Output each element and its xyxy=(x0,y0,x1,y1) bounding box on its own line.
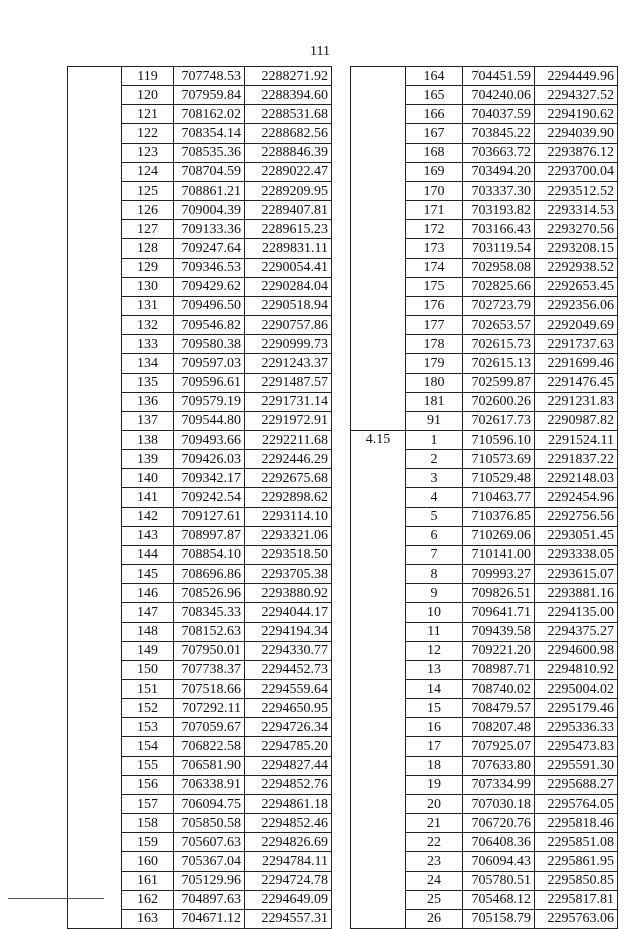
y-coordinate: 2295763.06 xyxy=(535,909,618,928)
y-coordinate: 2295473.83 xyxy=(535,737,618,756)
section-label xyxy=(68,67,122,929)
point-number: 143 xyxy=(122,526,174,545)
x-coordinate: 706338.91 xyxy=(174,775,245,794)
y-coordinate: 2291731.14 xyxy=(245,392,332,411)
point-number: 147 xyxy=(122,603,174,622)
point-number: 152 xyxy=(122,699,174,718)
y-coordinate: 2294785.20 xyxy=(245,737,332,756)
section-label xyxy=(351,67,406,431)
point-number: 14 xyxy=(406,680,463,699)
y-coordinate: 2293518.50 xyxy=(245,545,332,564)
point-number: 160 xyxy=(122,852,174,871)
point-number: 167 xyxy=(406,124,463,143)
point-number: 91 xyxy=(406,411,463,430)
x-coordinate: 709597.03 xyxy=(174,354,245,373)
point-number: 140 xyxy=(122,469,174,488)
x-coordinate: 708987.71 xyxy=(463,660,535,679)
x-coordinate: 709496.50 xyxy=(174,296,245,315)
point-number: 168 xyxy=(406,143,463,162)
point-number: 125 xyxy=(122,181,174,200)
y-coordinate: 2295851.08 xyxy=(535,833,618,852)
x-coordinate: 710596.10 xyxy=(463,430,535,449)
x-coordinate: 702600.26 xyxy=(463,392,535,411)
y-coordinate: 2295336.33 xyxy=(535,718,618,737)
x-coordinate: 708526.96 xyxy=(174,584,245,603)
point-number: 174 xyxy=(406,258,463,277)
x-coordinate: 703337.30 xyxy=(463,181,535,200)
y-coordinate: 2292446.29 xyxy=(245,450,332,469)
table-row xyxy=(68,67,332,86)
point-number: 17 xyxy=(406,737,463,756)
point-number: 148 xyxy=(122,622,174,641)
point-number: 141 xyxy=(122,488,174,507)
y-coordinate: 2294826.69 xyxy=(245,833,332,852)
x-coordinate: 704451.59 xyxy=(463,67,535,86)
point-number: 145 xyxy=(122,565,174,584)
y-coordinate: 2293051.45 xyxy=(535,526,618,545)
y-coordinate: 2294039.90 xyxy=(535,124,618,143)
point-number: 173 xyxy=(406,239,463,258)
point-number: 157 xyxy=(122,794,174,813)
point-number: 15 xyxy=(406,699,463,718)
y-coordinate: 2291972.91 xyxy=(245,411,332,430)
y-coordinate: 2290518.94 xyxy=(245,296,332,315)
x-coordinate: 709242.54 xyxy=(174,488,245,507)
x-coordinate: 708345.33 xyxy=(174,603,245,622)
point-number: 171 xyxy=(406,201,463,220)
y-coordinate: 2294649.09 xyxy=(245,890,332,909)
y-coordinate: 2292356.06 xyxy=(535,296,618,315)
x-coordinate: 706581.90 xyxy=(174,756,245,775)
x-coordinate: 709579.19 xyxy=(174,392,245,411)
y-coordinate: 2293208.15 xyxy=(535,239,618,258)
x-coordinate: 703494.20 xyxy=(463,162,535,181)
point-number: 161 xyxy=(122,871,174,890)
y-coordinate: 2292653.45 xyxy=(535,277,618,296)
y-coordinate: 2292938.52 xyxy=(535,258,618,277)
y-coordinate: 2294784.11 xyxy=(245,852,332,871)
point-number: 138 xyxy=(122,430,174,449)
y-coordinate: 2294600.98 xyxy=(535,641,618,660)
point-number: 16 xyxy=(406,718,463,737)
x-coordinate: 704037.59 xyxy=(463,105,535,124)
y-coordinate: 2295688.27 xyxy=(535,775,618,794)
point-number: 136 xyxy=(122,392,174,411)
point-number: 26 xyxy=(406,909,463,928)
y-coordinate: 2293705.38 xyxy=(245,565,332,584)
y-coordinate: 2294330.77 xyxy=(245,641,332,660)
y-coordinate: 2294559.64 xyxy=(245,680,332,699)
point-number: 134 xyxy=(122,354,174,373)
y-coordinate: 2289615.23 xyxy=(245,220,332,239)
point-number: 177 xyxy=(406,316,463,335)
y-coordinate: 2293314.53 xyxy=(535,201,618,220)
y-coordinate: 2288682.56 xyxy=(245,124,332,143)
x-coordinate: 706822.58 xyxy=(174,737,245,756)
y-coordinate: 2290054.41 xyxy=(245,258,332,277)
x-coordinate: 703193.82 xyxy=(463,201,535,220)
point-number: 124 xyxy=(122,162,174,181)
y-coordinate: 2289831.11 xyxy=(245,239,332,258)
y-coordinate: 2295817.81 xyxy=(535,890,618,909)
y-coordinate: 2293270.56 xyxy=(535,220,618,239)
x-coordinate: 709221.20 xyxy=(463,641,535,660)
y-coordinate: 2291699.46 xyxy=(535,354,618,373)
point-number: 163 xyxy=(122,909,174,928)
x-coordinate: 709493.66 xyxy=(174,430,245,449)
point-number: 129 xyxy=(122,258,174,277)
y-coordinate: 2290987.82 xyxy=(535,411,618,430)
x-coordinate: 709004.39 xyxy=(174,201,245,220)
y-coordinate: 2294810.92 xyxy=(535,660,618,679)
y-coordinate: 2289209.95 xyxy=(245,181,332,200)
x-coordinate: 706408.36 xyxy=(463,833,535,852)
y-coordinate: 2288846.39 xyxy=(245,143,332,162)
y-coordinate: 2294194.34 xyxy=(245,622,332,641)
y-coordinate: 2292148.03 xyxy=(535,469,618,488)
y-coordinate: 2294852.76 xyxy=(245,775,332,794)
point-number: 127 xyxy=(122,220,174,239)
x-coordinate: 703845.22 xyxy=(463,124,535,143)
x-coordinate: 703166.43 xyxy=(463,220,535,239)
x-coordinate: 710141.00 xyxy=(463,545,535,564)
point-number: 154 xyxy=(122,737,174,756)
point-number: 155 xyxy=(122,756,174,775)
x-coordinate: 710376.85 xyxy=(463,507,535,526)
point-number: 153 xyxy=(122,718,174,737)
x-coordinate: 707292.11 xyxy=(174,699,245,718)
x-coordinate: 702617.73 xyxy=(463,411,535,430)
y-coordinate: 2294557.31 xyxy=(245,909,332,928)
y-coordinate: 2288271.92 xyxy=(245,67,332,86)
point-number: 151 xyxy=(122,680,174,699)
x-coordinate: 707738.37 xyxy=(174,660,245,679)
x-coordinate: 709546.82 xyxy=(174,316,245,335)
y-coordinate: 2294375.27 xyxy=(535,622,618,641)
y-coordinate: 2295591.30 xyxy=(535,756,618,775)
x-coordinate: 705607.63 xyxy=(174,833,245,852)
x-coordinate: 709247.64 xyxy=(174,239,245,258)
y-coordinate: 2295764.05 xyxy=(535,794,618,813)
section-label: 4.15 xyxy=(351,430,406,928)
point-number: 170 xyxy=(406,181,463,200)
x-coordinate: 708696.86 xyxy=(174,565,245,584)
x-coordinate: 709544.80 xyxy=(174,411,245,430)
y-coordinate: 2293338.05 xyxy=(535,545,618,564)
y-coordinate: 2294190.62 xyxy=(535,105,618,124)
x-coordinate: 708997.87 xyxy=(174,526,245,545)
point-number: 25 xyxy=(406,890,463,909)
point-number: 8 xyxy=(406,565,463,584)
point-number: 139 xyxy=(122,450,174,469)
x-coordinate: 707959.84 xyxy=(174,86,245,105)
point-number: 12 xyxy=(406,641,463,660)
x-coordinate: 709346.53 xyxy=(174,258,245,277)
y-coordinate: 2292756.56 xyxy=(535,507,618,526)
x-coordinate: 705850.58 xyxy=(174,814,245,833)
point-number: 172 xyxy=(406,220,463,239)
point-number: 11 xyxy=(406,622,463,641)
y-coordinate: 2293880.92 xyxy=(245,584,332,603)
y-coordinate: 2288394.60 xyxy=(245,86,332,105)
point-number: 3 xyxy=(406,469,463,488)
y-coordinate: 2288531.68 xyxy=(245,105,332,124)
y-coordinate: 2294827.44 xyxy=(245,756,332,775)
y-coordinate: 2295818.46 xyxy=(535,814,618,833)
y-coordinate: 2294861.18 xyxy=(245,794,332,813)
point-number: 23 xyxy=(406,852,463,871)
x-coordinate: 702958.08 xyxy=(463,258,535,277)
point-number: 178 xyxy=(406,335,463,354)
x-coordinate: 706720.76 xyxy=(463,814,535,833)
y-coordinate: 2294449.96 xyxy=(535,67,618,86)
x-coordinate: 709342.17 xyxy=(174,469,245,488)
point-number: 24 xyxy=(406,871,463,890)
x-coordinate: 707748.53 xyxy=(174,67,245,86)
point-number: 166 xyxy=(406,105,463,124)
y-coordinate: 2295850.85 xyxy=(535,871,618,890)
point-number: 119 xyxy=(122,67,174,86)
x-coordinate: 709580.38 xyxy=(174,335,245,354)
y-coordinate: 2293881.16 xyxy=(535,584,618,603)
point-number: 131 xyxy=(122,296,174,315)
x-coordinate: 708704.59 xyxy=(174,162,245,181)
y-coordinate: 2294327.52 xyxy=(535,86,618,105)
point-number: 9 xyxy=(406,584,463,603)
point-number: 146 xyxy=(122,584,174,603)
x-coordinate: 703663.72 xyxy=(463,143,535,162)
point-number: 165 xyxy=(406,86,463,105)
x-coordinate: 702615.13 xyxy=(463,354,535,373)
point-number: 132 xyxy=(122,316,174,335)
point-number: 123 xyxy=(122,143,174,162)
point-number: 19 xyxy=(406,775,463,794)
y-coordinate: 2295861.95 xyxy=(535,852,618,871)
x-coordinate: 702825.66 xyxy=(463,277,535,296)
point-number: 169 xyxy=(406,162,463,181)
x-coordinate: 709133.36 xyxy=(174,220,245,239)
point-number: 5 xyxy=(406,507,463,526)
point-number: 20 xyxy=(406,794,463,813)
x-coordinate: 707518.66 xyxy=(174,680,245,699)
y-coordinate: 2293114.10 xyxy=(245,507,332,526)
x-coordinate: 708740.02 xyxy=(463,680,535,699)
x-coordinate: 702599.87 xyxy=(463,373,535,392)
y-coordinate: 2290999.73 xyxy=(245,335,332,354)
y-coordinate: 2292675.68 xyxy=(245,469,332,488)
x-coordinate: 704671.12 xyxy=(174,909,245,928)
point-number: 121 xyxy=(122,105,174,124)
point-number: 128 xyxy=(122,239,174,258)
y-coordinate: 2293512.52 xyxy=(535,181,618,200)
x-coordinate: 710463.77 xyxy=(463,488,535,507)
x-coordinate: 709596.61 xyxy=(174,373,245,392)
x-coordinate: 709826.51 xyxy=(463,584,535,603)
y-coordinate: 2291837.22 xyxy=(535,450,618,469)
point-number: 2 xyxy=(406,450,463,469)
x-coordinate: 710269.06 xyxy=(463,526,535,545)
y-coordinate: 2291737.63 xyxy=(535,335,618,354)
point-number: 7 xyxy=(406,545,463,564)
point-number: 164 xyxy=(406,67,463,86)
y-coordinate: 2292211.68 xyxy=(245,430,332,449)
point-number: 144 xyxy=(122,545,174,564)
point-number: 120 xyxy=(122,86,174,105)
table-row xyxy=(351,430,618,449)
y-coordinate: 2293876.12 xyxy=(535,143,618,162)
point-number: 22 xyxy=(406,833,463,852)
y-coordinate: 2294650.95 xyxy=(245,699,332,718)
point-number: 159 xyxy=(122,833,174,852)
point-number: 1 xyxy=(406,430,463,449)
point-number: 135 xyxy=(122,373,174,392)
x-coordinate: 709439.58 xyxy=(463,622,535,641)
x-coordinate: 709426.03 xyxy=(174,450,245,469)
y-coordinate: 2292898.62 xyxy=(245,488,332,507)
x-coordinate: 702723.79 xyxy=(463,296,535,315)
point-number: 13 xyxy=(406,660,463,679)
x-coordinate: 708535.36 xyxy=(174,143,245,162)
point-number: 6 xyxy=(406,526,463,545)
point-number: 21 xyxy=(406,814,463,833)
x-coordinate: 709127.61 xyxy=(174,507,245,526)
coordinates-table-right xyxy=(350,66,618,929)
y-coordinate: 2294724.78 xyxy=(245,871,332,890)
y-coordinate: 2292454.96 xyxy=(535,488,618,507)
point-number: 130 xyxy=(122,277,174,296)
y-coordinate: 2294726.34 xyxy=(245,718,332,737)
y-coordinate: 2291243.37 xyxy=(245,354,332,373)
x-coordinate: 710529.48 xyxy=(463,469,535,488)
x-coordinate: 708861.21 xyxy=(174,181,245,200)
y-coordinate: 2294452.73 xyxy=(245,660,332,679)
point-number: 181 xyxy=(406,392,463,411)
y-coordinate: 2294852.46 xyxy=(245,814,332,833)
y-coordinate: 2295179.46 xyxy=(535,699,618,718)
x-coordinate: 709429.62 xyxy=(174,277,245,296)
point-number: 158 xyxy=(122,814,174,833)
point-number: 122 xyxy=(122,124,174,143)
footnote-divider xyxy=(8,898,104,899)
point-number: 156 xyxy=(122,775,174,794)
y-coordinate: 2293321.06 xyxy=(245,526,332,545)
page-number: 111 xyxy=(310,44,330,59)
x-coordinate: 708152.63 xyxy=(174,622,245,641)
x-coordinate: 707950.01 xyxy=(174,641,245,660)
x-coordinate: 708207.48 xyxy=(463,718,535,737)
x-coordinate: 707030.18 xyxy=(463,794,535,813)
point-number: 150 xyxy=(122,660,174,679)
x-coordinate: 703119.54 xyxy=(463,239,535,258)
x-coordinate: 705158.79 xyxy=(463,909,535,928)
x-coordinate: 709993.27 xyxy=(463,565,535,584)
x-coordinate: 708354.14 xyxy=(174,124,245,143)
point-number: 4 xyxy=(406,488,463,507)
y-coordinate: 2290757.86 xyxy=(245,316,332,335)
y-coordinate: 2290284.04 xyxy=(245,277,332,296)
x-coordinate: 706094.75 xyxy=(174,794,245,813)
coordinates-table-left xyxy=(67,66,332,929)
point-number: 175 xyxy=(406,277,463,296)
y-coordinate: 2291231.83 xyxy=(535,392,618,411)
x-coordinate: 707059.67 xyxy=(174,718,245,737)
table-row xyxy=(351,67,618,86)
x-coordinate: 708162.02 xyxy=(174,105,245,124)
y-coordinate: 2293700.04 xyxy=(535,162,618,181)
y-coordinate: 2289022.47 xyxy=(245,162,332,181)
x-coordinate: 709641.71 xyxy=(463,603,535,622)
point-number: 137 xyxy=(122,411,174,430)
y-coordinate: 2293615.07 xyxy=(535,565,618,584)
point-number: 162 xyxy=(122,890,174,909)
x-coordinate: 708479.57 xyxy=(463,699,535,718)
x-coordinate: 706094.43 xyxy=(463,852,535,871)
x-coordinate: 705780.51 xyxy=(463,871,535,890)
x-coordinate: 708854.10 xyxy=(174,545,245,564)
point-number: 126 xyxy=(122,201,174,220)
y-coordinate: 2294135.00 xyxy=(535,603,618,622)
x-coordinate: 704240.06 xyxy=(463,86,535,105)
y-coordinate: 2291487.57 xyxy=(245,373,332,392)
y-coordinate: 2294044.17 xyxy=(245,603,332,622)
point-number: 142 xyxy=(122,507,174,526)
y-coordinate: 2295004.02 xyxy=(535,680,618,699)
x-coordinate: 705367.04 xyxy=(174,852,245,871)
x-coordinate: 704897.63 xyxy=(174,890,245,909)
point-number: 18 xyxy=(406,756,463,775)
x-coordinate: 707334.99 xyxy=(463,775,535,794)
x-coordinate: 707925.07 xyxy=(463,737,535,756)
point-number: 133 xyxy=(122,335,174,354)
y-coordinate: 2291524.11 xyxy=(535,430,618,449)
point-number: 180 xyxy=(406,373,463,392)
y-coordinate: 2289407.81 xyxy=(245,201,332,220)
x-coordinate: 702653.57 xyxy=(463,316,535,335)
x-coordinate: 707633.80 xyxy=(463,756,535,775)
x-coordinate: 702615.73 xyxy=(463,335,535,354)
x-coordinate: 705468.12 xyxy=(463,890,535,909)
y-coordinate: 2291476.45 xyxy=(535,373,618,392)
point-number: 149 xyxy=(122,641,174,660)
y-coordinate: 2292049.69 xyxy=(535,316,618,335)
x-coordinate: 705129.96 xyxy=(174,871,245,890)
point-number: 10 xyxy=(406,603,463,622)
x-coordinate: 710573.69 xyxy=(463,450,535,469)
point-number: 176 xyxy=(406,296,463,315)
point-number: 179 xyxy=(406,354,463,373)
